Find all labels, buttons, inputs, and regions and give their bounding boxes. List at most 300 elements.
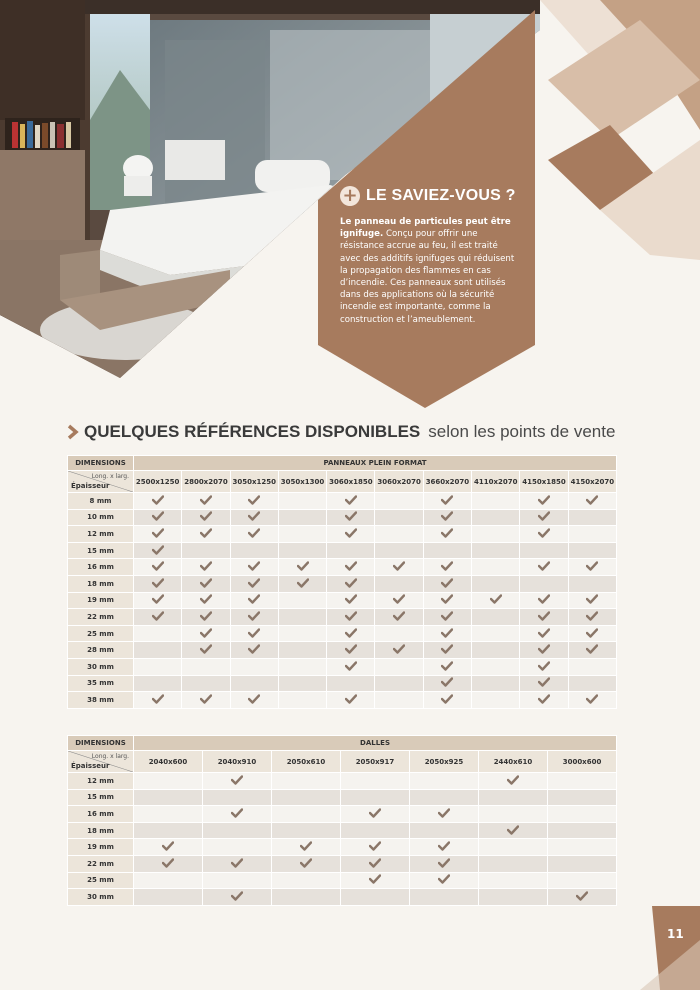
availability-cell bbox=[327, 642, 375, 659]
check-icon bbox=[152, 528, 164, 538]
page-number: 11 bbox=[667, 927, 684, 941]
check-icon bbox=[200, 628, 212, 638]
availability-cell bbox=[410, 789, 479, 806]
check-icon bbox=[438, 874, 450, 884]
check-icon bbox=[441, 677, 453, 687]
availability-cell bbox=[423, 575, 471, 592]
availability-cell bbox=[327, 658, 375, 675]
check-icon bbox=[369, 841, 381, 851]
availability-cell bbox=[520, 575, 568, 592]
column-header: 2040x910 bbox=[203, 751, 272, 773]
availability-cell bbox=[134, 526, 182, 543]
column-header: 3060x1850 bbox=[327, 471, 375, 493]
group-header: PANNEAUX PLEIN FORMAT bbox=[134, 456, 617, 471]
availability-cell bbox=[230, 609, 278, 626]
availability-cell bbox=[230, 692, 278, 709]
table-row bbox=[68, 855, 617, 872]
column-header: 2050x610 bbox=[272, 751, 341, 773]
check-icon bbox=[538, 511, 550, 521]
column-header: 3050x1300 bbox=[278, 471, 326, 493]
availability-cell bbox=[341, 839, 410, 856]
availability-cell bbox=[272, 872, 341, 889]
row-label: 18 mm bbox=[68, 822, 134, 839]
availability-cell bbox=[272, 855, 341, 872]
column-header: 2800x2070 bbox=[182, 471, 230, 493]
column-header: 4150x1850 bbox=[520, 471, 568, 493]
availability-cell bbox=[423, 509, 471, 526]
availability-cell bbox=[203, 855, 272, 872]
availability-cell bbox=[479, 872, 548, 889]
check-icon bbox=[586, 611, 598, 621]
check-icon bbox=[538, 644, 550, 654]
availability-cell bbox=[423, 658, 471, 675]
availability-cell bbox=[182, 609, 230, 626]
availability-cell bbox=[327, 609, 375, 626]
availability-cell bbox=[134, 509, 182, 526]
availability-cell bbox=[272, 889, 341, 906]
availability-cell bbox=[520, 675, 568, 692]
table-row bbox=[68, 575, 617, 592]
availability-cell bbox=[568, 592, 616, 609]
row-label: 30 mm bbox=[68, 889, 134, 906]
check-icon bbox=[441, 511, 453, 521]
availability-cell bbox=[341, 855, 410, 872]
row-label: 8 mm bbox=[68, 493, 134, 510]
availability-cell bbox=[341, 773, 410, 790]
availability-cell bbox=[479, 889, 548, 906]
availability-cell bbox=[341, 789, 410, 806]
column-header: 3060x2070 bbox=[375, 471, 423, 493]
table-row bbox=[68, 509, 617, 526]
availability-cell bbox=[423, 692, 471, 709]
check-icon bbox=[507, 775, 519, 785]
availability-cell bbox=[472, 675, 520, 692]
table-row bbox=[68, 789, 617, 806]
availability-cell bbox=[278, 592, 326, 609]
availability-cell bbox=[134, 855, 203, 872]
row-label: 35 mm bbox=[68, 675, 134, 692]
check-icon bbox=[231, 808, 243, 818]
availability-cell bbox=[479, 839, 548, 856]
availability-cell bbox=[203, 822, 272, 839]
availability-cell bbox=[520, 642, 568, 659]
availability-cell bbox=[410, 773, 479, 790]
availability-cell bbox=[182, 675, 230, 692]
availability-cell bbox=[134, 642, 182, 659]
availability-cell bbox=[203, 806, 272, 823]
availability-cell bbox=[479, 822, 548, 839]
check-icon bbox=[586, 495, 598, 505]
availability-cell bbox=[410, 806, 479, 823]
check-icon bbox=[231, 775, 243, 785]
corner-label-thickness: Épaisseur bbox=[71, 762, 110, 770]
row-label: 16 mm bbox=[68, 559, 134, 576]
dimensions-header: DIMENSIONS bbox=[68, 736, 134, 751]
availability-cell bbox=[272, 773, 341, 790]
availability-cell bbox=[182, 559, 230, 576]
check-icon bbox=[538, 594, 550, 604]
availability-cell bbox=[568, 575, 616, 592]
availability-cell bbox=[134, 773, 203, 790]
availability-cell bbox=[134, 542, 182, 559]
check-icon bbox=[441, 578, 453, 588]
check-icon bbox=[200, 495, 212, 505]
check-icon bbox=[586, 694, 598, 704]
availability-cell bbox=[410, 872, 479, 889]
availability-cell bbox=[472, 692, 520, 709]
availability-cell bbox=[134, 609, 182, 626]
availability-cell bbox=[182, 542, 230, 559]
availability-cell bbox=[327, 542, 375, 559]
availability-cell bbox=[375, 658, 423, 675]
availability-cell bbox=[520, 509, 568, 526]
availability-cell bbox=[520, 493, 568, 510]
availability-cell bbox=[375, 692, 423, 709]
availability-cell bbox=[375, 609, 423, 626]
check-icon bbox=[248, 611, 260, 621]
row-label: 12 mm bbox=[68, 526, 134, 543]
panels-table bbox=[67, 455, 617, 709]
row-label: 25 mm bbox=[68, 872, 134, 889]
availability-cell bbox=[410, 889, 479, 906]
callout-text-body: Conçu pour offrir une résistance accrue au feu, il est traité avec des additifs ignifuges qui réduisent la propagation des flammes en cas d’incendie. Ces panneaux sont utilisés dans des applications où la sécurité incendie est importante, comme la construction et l’ameublement. bbox=[340, 229, 515, 325]
availability-cell bbox=[182, 592, 230, 609]
availability-cell bbox=[472, 542, 520, 559]
check-icon bbox=[345, 661, 357, 671]
corner-label-size: Long. x larg. bbox=[91, 753, 129, 760]
availability-cell bbox=[568, 509, 616, 526]
check-icon bbox=[538, 694, 550, 704]
availability-cell bbox=[423, 493, 471, 510]
availability-cell bbox=[423, 642, 471, 659]
availability-cell bbox=[327, 625, 375, 642]
check-icon bbox=[248, 495, 260, 505]
check-icon bbox=[162, 858, 174, 868]
availability-cell bbox=[341, 872, 410, 889]
availability-cell bbox=[472, 592, 520, 609]
check-icon bbox=[490, 594, 502, 604]
availability-cell bbox=[375, 592, 423, 609]
row-label: 30 mm bbox=[68, 658, 134, 675]
availability-cell bbox=[182, 625, 230, 642]
check-icon bbox=[441, 495, 453, 505]
availability-cell bbox=[134, 839, 203, 856]
availability-cell bbox=[203, 773, 272, 790]
availability-cell bbox=[278, 692, 326, 709]
availability-cell bbox=[472, 575, 520, 592]
row-label: 10 mm bbox=[68, 509, 134, 526]
availability-cell bbox=[375, 625, 423, 642]
availability-cell bbox=[182, 692, 230, 709]
check-icon bbox=[248, 644, 260, 654]
availability-cell bbox=[182, 642, 230, 659]
row-label: 15 mm bbox=[68, 789, 134, 806]
callout-text-bold: Le panneau de particules peut être ignifuge. bbox=[340, 217, 511, 240]
table-row bbox=[68, 625, 617, 642]
column-header: 2050x925 bbox=[410, 751, 479, 773]
check-icon bbox=[538, 661, 550, 671]
availability-cell bbox=[134, 789, 203, 806]
availability-cell bbox=[134, 559, 182, 576]
availability-cell bbox=[182, 658, 230, 675]
check-icon bbox=[248, 511, 260, 521]
check-icon bbox=[576, 891, 588, 901]
availability-cell bbox=[568, 625, 616, 642]
check-icon bbox=[345, 511, 357, 521]
availability-cell bbox=[203, 789, 272, 806]
availability-cell bbox=[423, 526, 471, 543]
availability-cell bbox=[182, 526, 230, 543]
availability-cell bbox=[278, 658, 326, 675]
availability-cell bbox=[230, 542, 278, 559]
column-header: 3660x2070 bbox=[423, 471, 471, 493]
check-icon bbox=[441, 611, 453, 621]
row-label: 18 mm bbox=[68, 575, 134, 592]
availability-cell bbox=[479, 773, 548, 790]
check-icon bbox=[438, 808, 450, 818]
availability-cell bbox=[520, 592, 568, 609]
availability-cell bbox=[472, 559, 520, 576]
check-icon bbox=[441, 594, 453, 604]
row-label: 16 mm bbox=[68, 806, 134, 823]
heading-bold: QUELQUES RÉFÉRENCES DISPONIBLES bbox=[84, 422, 421, 441]
availability-cell bbox=[423, 542, 471, 559]
check-icon bbox=[200, 578, 212, 588]
table-row bbox=[68, 692, 617, 709]
row-label: 12 mm bbox=[68, 773, 134, 790]
callout-title: LE SAVIEZ-VOUS ? bbox=[366, 187, 516, 204]
availability-cell bbox=[327, 675, 375, 692]
availability-cell bbox=[272, 789, 341, 806]
check-icon bbox=[441, 694, 453, 704]
availability-cell bbox=[568, 493, 616, 510]
check-icon bbox=[538, 528, 550, 538]
row-label: 22 mm bbox=[68, 609, 134, 626]
availability-cell bbox=[568, 542, 616, 559]
check-icon bbox=[200, 644, 212, 654]
availability-cell bbox=[520, 609, 568, 626]
table-row bbox=[68, 675, 617, 692]
availability-cell bbox=[568, 658, 616, 675]
availability-cell bbox=[375, 509, 423, 526]
check-icon bbox=[393, 561, 405, 571]
availability-cell bbox=[327, 509, 375, 526]
availability-cell bbox=[278, 493, 326, 510]
corner-cell bbox=[68, 751, 134, 773]
availability-cell bbox=[520, 526, 568, 543]
availability-cell bbox=[182, 575, 230, 592]
check-icon bbox=[441, 528, 453, 538]
table-row bbox=[68, 839, 617, 856]
check-icon bbox=[300, 841, 312, 851]
check-icon bbox=[538, 561, 550, 571]
availability-cell bbox=[568, 559, 616, 576]
check-icon bbox=[441, 644, 453, 654]
check-icon bbox=[586, 644, 598, 654]
check-icon bbox=[162, 841, 174, 851]
row-label: 19 mm bbox=[68, 592, 134, 609]
check-icon bbox=[152, 578, 164, 588]
availability-cell bbox=[472, 625, 520, 642]
table-row bbox=[68, 658, 617, 675]
availability-cell bbox=[134, 822, 203, 839]
table-row bbox=[68, 889, 617, 906]
availability-cell bbox=[568, 609, 616, 626]
availability-cell bbox=[230, 592, 278, 609]
availability-cell bbox=[548, 822, 617, 839]
availability-cell bbox=[327, 575, 375, 592]
availability-cell bbox=[278, 625, 326, 642]
slabs-table bbox=[67, 735, 617, 906]
availability-cell bbox=[520, 692, 568, 709]
availability-cell bbox=[423, 592, 471, 609]
check-icon bbox=[297, 578, 309, 588]
availability-cell bbox=[375, 675, 423, 692]
availability-cell bbox=[203, 872, 272, 889]
check-icon bbox=[438, 858, 450, 868]
check-icon bbox=[345, 528, 357, 538]
availability-cell bbox=[272, 822, 341, 839]
heading-light: selon les points de vente bbox=[428, 422, 616, 441]
check-icon bbox=[345, 611, 357, 621]
availability-cell bbox=[375, 642, 423, 659]
check-icon bbox=[200, 511, 212, 521]
availability-cell bbox=[182, 509, 230, 526]
check-icon bbox=[586, 594, 598, 604]
availability-cell bbox=[520, 625, 568, 642]
availability-cell bbox=[568, 642, 616, 659]
availability-cell bbox=[548, 872, 617, 889]
chevron-right-icon bbox=[66, 424, 80, 440]
check-icon bbox=[345, 628, 357, 638]
check-icon bbox=[231, 891, 243, 901]
availability-cell bbox=[520, 559, 568, 576]
availability-cell bbox=[203, 839, 272, 856]
availability-cell bbox=[230, 509, 278, 526]
check-icon bbox=[248, 561, 260, 571]
availability-cell bbox=[520, 542, 568, 559]
availability-cell bbox=[278, 559, 326, 576]
column-header: 3000x600 bbox=[548, 751, 617, 773]
availability-cell bbox=[423, 675, 471, 692]
section-heading bbox=[66, 422, 615, 442]
callout-text bbox=[340, 216, 520, 326]
table-row bbox=[68, 493, 617, 510]
availability-cell bbox=[134, 675, 182, 692]
check-icon bbox=[152, 545, 164, 555]
check-icon bbox=[345, 561, 357, 571]
availability-cell bbox=[472, 509, 520, 526]
check-icon bbox=[345, 578, 357, 588]
check-icon bbox=[538, 611, 550, 621]
check-icon bbox=[345, 644, 357, 654]
check-icon bbox=[393, 644, 405, 654]
availability-cell bbox=[375, 542, 423, 559]
availability-cell bbox=[479, 789, 548, 806]
availability-cell bbox=[134, 575, 182, 592]
availability-cell bbox=[230, 493, 278, 510]
availability-cell bbox=[375, 559, 423, 576]
availability-cell bbox=[472, 642, 520, 659]
check-icon bbox=[248, 578, 260, 588]
availability-cell bbox=[230, 575, 278, 592]
column-header: 4150x2070 bbox=[568, 471, 616, 493]
availability-cell bbox=[472, 609, 520, 626]
table-row bbox=[68, 609, 617, 626]
availability-cell bbox=[375, 493, 423, 510]
availability-cell bbox=[278, 675, 326, 692]
availability-cell bbox=[375, 526, 423, 543]
availability-cell bbox=[410, 839, 479, 856]
availability-cell bbox=[341, 889, 410, 906]
availability-cell bbox=[278, 509, 326, 526]
did-you-know-callout bbox=[340, 186, 520, 326]
check-icon bbox=[441, 628, 453, 638]
availability-cell bbox=[327, 692, 375, 709]
availability-cell bbox=[327, 493, 375, 510]
check-icon bbox=[152, 594, 164, 604]
availability-cell bbox=[479, 806, 548, 823]
availability-cell bbox=[230, 559, 278, 576]
availability-cell bbox=[230, 675, 278, 692]
check-icon bbox=[152, 495, 164, 505]
row-label: 15 mm bbox=[68, 542, 134, 559]
availability-cell bbox=[410, 855, 479, 872]
availability-cell bbox=[230, 526, 278, 543]
table-row bbox=[68, 773, 617, 790]
availability-cell bbox=[472, 658, 520, 675]
availability-cell bbox=[472, 493, 520, 510]
check-icon bbox=[345, 594, 357, 604]
check-icon bbox=[441, 661, 453, 671]
column-header: 3050x1250 bbox=[230, 471, 278, 493]
row-label: 19 mm bbox=[68, 839, 134, 856]
check-icon bbox=[369, 808, 381, 818]
check-icon bbox=[586, 628, 598, 638]
check-icon bbox=[393, 594, 405, 604]
availability-cell bbox=[134, 889, 203, 906]
table-row bbox=[68, 526, 617, 543]
check-icon bbox=[507, 825, 519, 835]
availability-cell bbox=[548, 839, 617, 856]
row-label: 22 mm bbox=[68, 855, 134, 872]
availability-cell bbox=[479, 855, 548, 872]
availability-cell bbox=[423, 609, 471, 626]
check-icon bbox=[369, 858, 381, 868]
check-icon bbox=[300, 858, 312, 868]
availability-cell bbox=[182, 493, 230, 510]
availability-cell bbox=[134, 692, 182, 709]
check-icon bbox=[152, 511, 164, 521]
table-row bbox=[68, 642, 617, 659]
availability-cell bbox=[134, 592, 182, 609]
decorative-diamonds bbox=[540, 0, 700, 260]
availability-cell bbox=[134, 625, 182, 642]
availability-cell bbox=[548, 889, 617, 906]
column-header: 4110x2070 bbox=[472, 471, 520, 493]
availability-cell bbox=[230, 658, 278, 675]
availability-cell bbox=[423, 559, 471, 576]
availability-cell bbox=[327, 526, 375, 543]
check-icon bbox=[152, 561, 164, 571]
row-label: 25 mm bbox=[68, 625, 134, 642]
availability-cell bbox=[327, 559, 375, 576]
corner-cell bbox=[68, 471, 134, 493]
availability-cell bbox=[410, 822, 479, 839]
check-icon bbox=[369, 874, 381, 884]
availability-cell bbox=[134, 806, 203, 823]
availability-cell bbox=[423, 625, 471, 642]
